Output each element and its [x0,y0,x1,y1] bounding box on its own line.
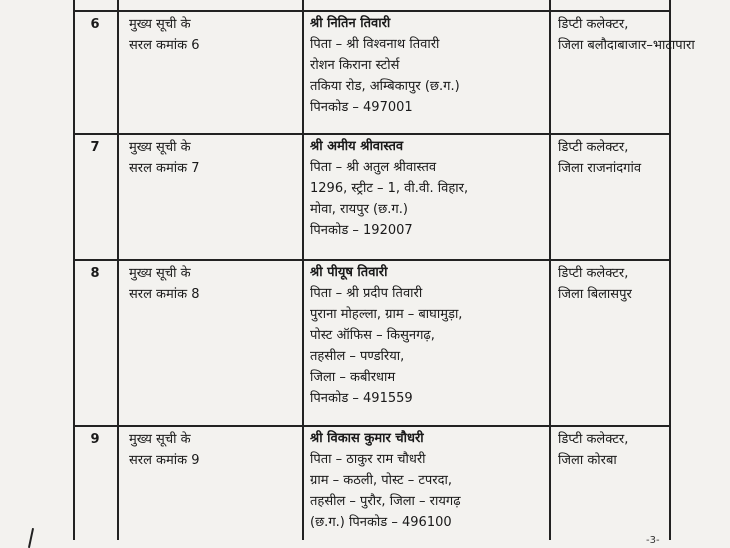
candidate-table [73,0,695,540]
table-row [73,261,671,425]
address-line: पिनकोड – 497001 [310,100,413,115]
reference-line: सरल कमांक 9 [129,453,200,468]
posting-line: जिला कोरबा [558,453,617,468]
table-row [73,427,671,540]
table-row [73,135,671,259]
address-cell [304,135,555,241]
address-line: (छ.ग.) पिनकोड – 496100 [310,515,452,530]
posting-cell [551,135,678,179]
reference-line: सरल कमांक 6 [129,38,200,53]
posting-line: जिला राजनांदगांव [558,161,642,176]
address-line: पुराना मोहल्ला, ग्राम – बाघामुड़ा, [310,307,463,322]
address-line: तहसील – पुरौर, जिला – रायगढ़ [310,494,461,509]
address-line: पिता – श्री विश्वनाथ तिवारी [310,37,440,52]
candidate-name: श्री पीयूष तिवारी [310,265,388,280]
reference-line: मुख्य सूची के [129,432,191,447]
reference-cell [119,135,309,179]
pen-mark [28,528,34,548]
address-line: पिनकोड – 491559 [310,391,413,406]
posting-line: जिला बलौदाबाजार–भाटापारा [558,38,695,53]
reference-cell [119,427,309,471]
address-cell [304,12,555,118]
address-cell [304,427,555,533]
candidate-name: श्री विकास कुमार चौधरी [310,431,424,446]
address-line: पिनकोड – 192007 [310,223,413,238]
address-line: पिता – ठाकुर राम चौधरी [310,452,426,467]
posting-line: डिप्टी कलेक्टर, [558,266,629,281]
posting-cell [551,427,678,471]
posting-line: डिप्टी कलेक्टर, [558,140,629,155]
reference-line: मुख्य सूची के [129,140,191,155]
posting-cell [551,12,695,56]
posting-line: डिप्टी कलेक्टर, [558,17,629,32]
address-line: तहसील – पण्डरिया, [310,349,405,364]
serial-number: 7 [90,140,100,155]
candidate-name: श्री अमीय श्रीवास्तव [310,139,404,154]
address-line: जिला – कबीरधाम [310,370,396,385]
page-number: -3- [646,535,660,546]
posting-cell [551,261,678,305]
address-line: रोशन किराना स्टोर्स [310,58,400,73]
reference-line: सरल कमांक 8 [129,287,200,302]
address-line: 1296, स्ट्रीट – 1, वी.वी. विहार, [310,181,469,196]
address-line: पोस्ट ऑफिस – किसुनगढ़, [310,328,435,343]
reference-line: सरल कमांक 7 [129,161,200,176]
reference-line: मुख्य सूची के [129,266,191,281]
reference-line: मुख्य सूची के [129,17,191,32]
address-line: मोवा, रायपुर (छ.ग.) [310,202,408,217]
address-line: पिता – श्री अतुल श्रीवास्तव [310,160,437,175]
serial-number: 6 [90,17,100,32]
candidate-name: श्री नितिन तिवारी [310,16,391,31]
address-line: तकिया रोड, अम्बिकापुर (छ.ग.) [310,79,460,94]
reference-cell [119,261,309,305]
address-cell [304,261,555,409]
address-line: पिता – श्री प्रदीप तिवारी [310,286,423,301]
posting-line: जिला बिलासपुर [558,287,632,302]
serial-number: 8 [90,266,100,281]
reference-cell [119,12,309,56]
address-line: ग्राम – कठली, पोस्ट – टपरदा, [310,473,453,488]
table-row [73,12,695,133]
serial-number: 9 [90,432,100,447]
posting-line: डिप्टी कलेक्टर, [558,432,629,447]
